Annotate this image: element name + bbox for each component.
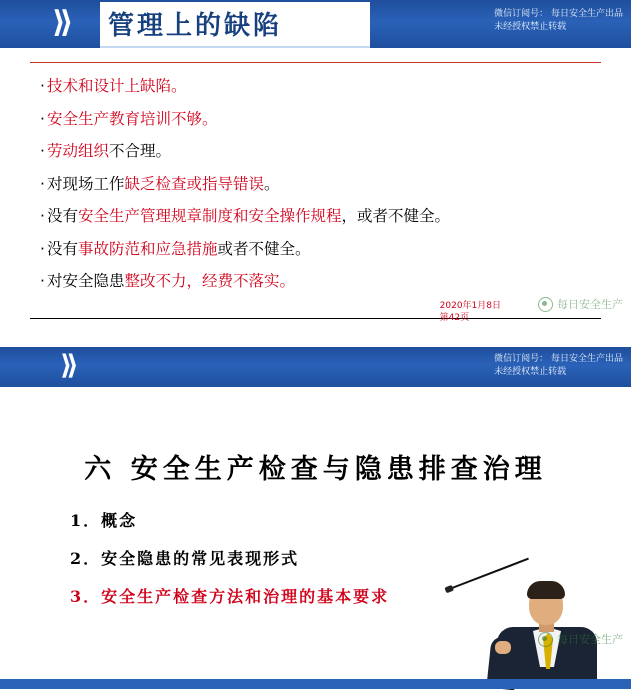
bullet-dot-icon: · (40, 239, 45, 258)
bullet-text-segment: 没有 (46, 239, 78, 258)
bullet-item (40, 76, 600, 96)
presenter-hand (495, 641, 511, 654)
bullet-item (40, 141, 600, 161)
slide-1-title: 管理上的缺陷 (108, 11, 283, 41)
slide-2-title: 六 安全生产检查与隐患排查治理 (84, 454, 547, 485)
bullet-dot-icon: · (40, 207, 45, 225)
bullet-dot-icon: · (40, 142, 45, 160)
slide-2-bottom-bar (0, 679, 631, 689)
bullet-item (40, 109, 600, 129)
bullet-text-segment: 上缺陷。 (124, 77, 187, 95)
agenda-item: 2．安全隐患的常见表现形式 (70, 549, 300, 568)
slide-1-divider (30, 62, 601, 63)
watermark-line-2: 未经授权禁止转载 (494, 22, 567, 32)
slide-1-date-block (440, 300, 501, 324)
slide-1-banner (0, 0, 631, 48)
bullet-dot-icon: · (40, 109, 45, 128)
bullet-item (40, 271, 600, 291)
bullet-text-segment: 整改不力，经费不落实。 (124, 272, 295, 290)
bullet-dot-icon: · (40, 174, 45, 193)
slide-1-stamp-text: 每日安全生产 (557, 298, 623, 311)
bullet-text-segment: 对现场工作 (46, 174, 125, 193)
slide-1-bottom-rule (30, 318, 601, 319)
agenda-item: 3．安全生产检查方法和治理的基本要求 (70, 587, 390, 606)
bullet-item (40, 206, 600, 226)
bullet-item (40, 239, 600, 259)
bullet-text-segment: 或者不健全。 (217, 239, 311, 258)
bullet-text-segment: 缺乏检查或指导错误 (124, 174, 264, 193)
bullet-item (40, 174, 600, 194)
double-chevron-right-icon: ⟩⟩ (52, 5, 68, 40)
slide-2 (0, 347, 631, 689)
agenda-item: 1．概念 (70, 511, 138, 530)
slide-1-date: 2020年1月8日 (439, 301, 501, 311)
slide-1-page-number: 第42页 (439, 313, 470, 323)
bullet-text-segment: 安全生产管理规章制度和安全操作规程 (77, 207, 342, 225)
watermark-line-1: 微信订阅号： 每日安全生产出品 (494, 9, 623, 19)
bullet-dot-icon: · (40, 77, 45, 95)
watermark-line-2: 未经授权禁止转载 (494, 367, 567, 377)
bullet-text-segment: 没有 (46, 207, 78, 225)
bullet-dot-icon: · (40, 272, 45, 290)
slide-2-stamp (538, 631, 623, 647)
green-circle-badge-icon (538, 632, 553, 647)
slide-2-stamp-text: 每日安全生产 (557, 633, 623, 646)
bullet-text-segment: 对安全隐患 (46, 272, 125, 290)
slide-2-watermark (494, 353, 623, 379)
slide-1-stamp (538, 296, 623, 312)
slide-1-watermark (494, 8, 623, 34)
bullet-text-segment: ，或者不健全。 (341, 207, 450, 225)
presenter-hair (527, 581, 565, 599)
green-circle-badge-icon (538, 297, 553, 312)
slide-1-bullet-list (40, 76, 600, 304)
double-chevron-right-icon: ⟩⟩ (60, 350, 73, 381)
bullet-text-segment: 。 (263, 174, 280, 193)
bullet-text-segment: 技术和设计 (46, 77, 125, 95)
slide-2-banner (0, 347, 631, 387)
bullet-text-segment: 劳动组织 (46, 142, 109, 160)
bullet-text-segment: 安全生产教育培训不够。 (46, 109, 218, 128)
watermark-line-1: 微信订阅号： 每日安全生产出品 (494, 354, 623, 364)
bullet-text-segment: 事故防范和应急措施 (77, 239, 218, 258)
bullet-text-segment: 不合理。 (108, 142, 171, 160)
